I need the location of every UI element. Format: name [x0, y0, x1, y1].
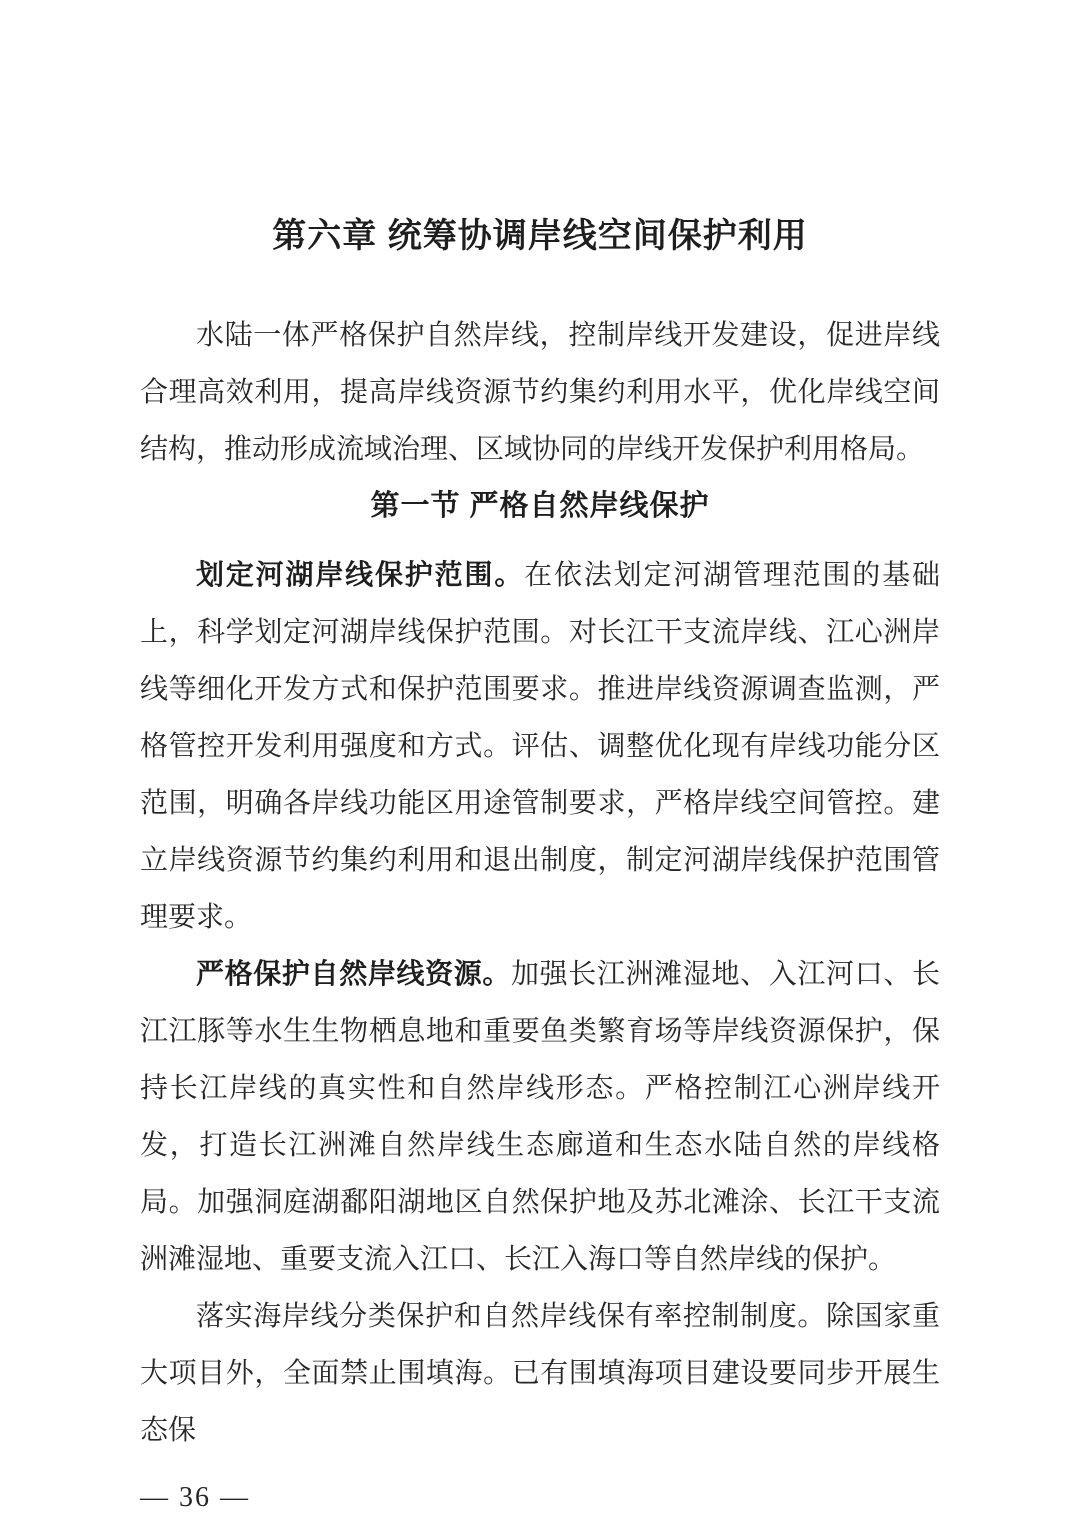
body-paragraph — [140, 547, 940, 946]
page-number: — 36 — — [140, 1482, 250, 1513]
page-footer — [140, 1469, 940, 1526]
paragraph-lead: 严格保护自然岸线资源。 — [196, 959, 512, 990]
paragraph-text: 落实海岸线分类保护和自然岸线保有率控制制度。除国家重大项目外，全面禁止围填海。已有围填海项目建设要同步开展生态保 — [140, 1301, 940, 1446]
intro-paragraph: 水陆一体严格保护自然岸线，控制岸线开发建设，促进岸线合理高效利用，提高岸线资源节约集约利用水平，优化岸线空间结构，推动形成流域治理、区域协同的岸线开发保护利用格局。 — [140, 320, 940, 465]
paragraph-lead: 划定河湖岸线保护范围。 — [196, 560, 525, 591]
body-paragraph — [140, 946, 940, 1288]
body-paragraph — [140, 1288, 940, 1459]
section-title: 第一节 严格自然岸线保护 — [370, 490, 710, 522]
paragraph-text: 加强长江洲滩湿地、入江河口、长江江豚等水生生物栖息地和重要鱼类繁育场等岸线资源保护，保持长江岸线的真实性和自然岸线形态。严格控制江心洲岸线开发，打造长江洲滩自然岸线生态廊道和生态水陆自然的岸线格局。加强洞庭湖鄱阳湖地区自然保护地及苏北滩涂、长江干支流洲滩湿地、重要支流入江口、长江入海口等自然岸线的保护。 — [140, 959, 940, 1275]
chapter-title: 第六章 统筹协调岸线空间保护利用 — [272, 217, 808, 255]
paragraph-text: 在依法划定河湖管理范围的基础上，科学划定河湖岸线保护范围。对长江干支流岸线、江心洲岸线等细化开发方式和保护范围要求。推进岸线资源调查监测，严格管控开发利用强度和方式。评估、调整优化现有岸线功能分区范围，明确各岸线功能区用途管制要求，严格岸线空间管控。建立岸线资源节约集约利用和退出制度，制定河湖岸线保护范围管理要求。 — [140, 560, 940, 933]
